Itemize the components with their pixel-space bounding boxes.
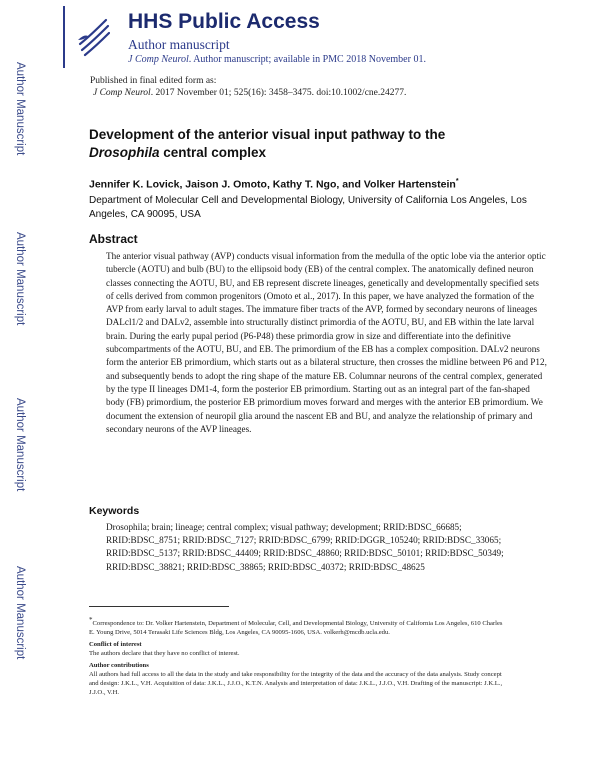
- author-list: [89, 178, 559, 191]
- hhs-eagle-logo-icon: [76, 14, 110, 58]
- keywords-heading: Keywords: [89, 505, 140, 517]
- keywords-text: Drosophila; brain; lineage; central complex; visual pathway; development; RRID:BDSC_66685; RRID:BDSC_8751; RRID:BDSC_7127; RRID:BDSC_6799; RRID:DGGR_105240; RRID:BDSC_33065; RRID:BDSC_5137; RRID:BDSC_44409; RRID:BDSC_48860; RRID:BDSC_50101; RRID:BDSC_50349; RRID:BDSC_38821; RRID:BDSC_38865; RRID:BDSC_40372; RRID:BDSC_48625: [106, 522, 504, 572]
- conflict-text: The authors declare that they have no conflict of interest.: [89, 650, 240, 658]
- footnotes: [89, 616, 509, 700]
- correspondence-mark: *: [89, 616, 93, 624]
- published-details: . 2017 November 01; 525(16): 3458–3475. doi:10.1002/cne.24277.: [150, 88, 407, 98]
- header-citation-journal: J Comp Neurol: [128, 54, 189, 65]
- abstract-heading: Abstract: [89, 232, 138, 246]
- footnote-divider: [89, 606, 229, 607]
- side-label-author-manuscript: Author Manuscript: [14, 62, 26, 156]
- title-part-1: Development of the anterior visual input pathway to the: [89, 127, 446, 142]
- conflict-heading: Conflict of interest: [89, 641, 142, 649]
- side-label-author-manuscript: Author Manuscript: [14, 232, 26, 326]
- affiliation: Department of Molecular Cell and Developmental Biology, University of California Los Angeles, Los Angeles, CA 90095, USA: [89, 195, 527, 220]
- side-label-author-manuscript: Author Manuscript: [14, 566, 26, 660]
- header-citation-rest: . Author manuscript; available in PMC 2018 November 01.: [188, 54, 426, 65]
- contributions-heading: Author contributions: [89, 662, 149, 670]
- correspondence-note: [89, 616, 509, 637]
- corresponding-author-mark: *: [455, 178, 459, 185]
- authors-text: Jennifer K. Lovick, Jaison J. Omoto, Kathy T. Ngo, and Volker Hartenstein: [89, 178, 456, 191]
- header-subtitle: Author manuscript: [128, 37, 230, 52]
- contributions-text: All authors had full access to all the data in the study and take responsibility for the integrity of the data and the accuracy of the data analysis. Study concept and design: J.K.L., V.H. Acquisition of data: J.K.L., J.J.O., K.T.N. Analysis and interpretation of data: J.K.L., J.J.O., V.H. Drafting of the manuscript: J.K.L., J.J.O., V.H.: [89, 671, 503, 697]
- side-label-author-manuscript: Author Manuscript: [14, 398, 26, 492]
- title-part-2: central complex: [159, 145, 267, 160]
- published-citation[interactable]: [93, 88, 406, 98]
- header-citation: [128, 54, 426, 65]
- abstract-text: The anterior visual pathway (AVP) conducts visual information from the medulla of the optic lobe via the anterior optic tubercle (AOTU) and bulb (BU) to the ellipsoid body (EB) of the central complex. The anatomically defined neuron classes connecting the AOTU, BU, and EB represent discrete lineages, genetically and developmentally specified sets of cells derived from common progenitors (Omoto et al., 2017). In this paper, we have analyzed the formation of the AVP from early larval to adult stages. The immature fiber tracts of the AVP, formed by secondary neurons of lineages DALcl1/2 and DALv2, assemble into structurally distinct primordia of the AOTU, BU, and EB within the late larval brain. During the early pupal period (P6-P48) these primordia grow in size and differentiate into the definitive subcompartments of the AOTU, BU, and EB. The primordium of the EB has a complex composition. DALv2 neurons form the anterior EB primordium, which starts out as a bilateral structure, then crosses the midline between P6 and P12, and subsequently bends to adopt the ring shape of the mature EB. Columnar neurons of the central complex, generated by the type II lineages DM1-4, form the posterior EB primordium. Starting out as an integral part of the fan-shaped body (FB) primordium, the posterior EB primordium moves forward and merges with the anterior EB primordium. We document the extension of neuropil glia around the nascent EB and BU, and analyze the relationship of primary and secondary neurons of the AVP lineages.: [106, 251, 547, 434]
- article-title: [89, 126, 559, 162]
- published-journal: J Comp Neurol: [93, 88, 151, 98]
- published-label: Published in final edited form as:: [90, 76, 217, 86]
- correspondence-text: Correspondence to: Dr. Volker Hartenstein, Department of Molecular, Cell, and Developmental Biology, University of California Los Angeles, 610 Charles E. Young Drive, 5014 Terasaki Life Sciences Bldg, Los Angeles, CA 90095-1606, USA. volkerh@mcdb.ucla.edu.: [89, 620, 503, 637]
- title-italic: Drosophila: [89, 145, 160, 160]
- header-title: HHS Public Access: [128, 10, 320, 33]
- header-divider: [63, 6, 65, 68]
